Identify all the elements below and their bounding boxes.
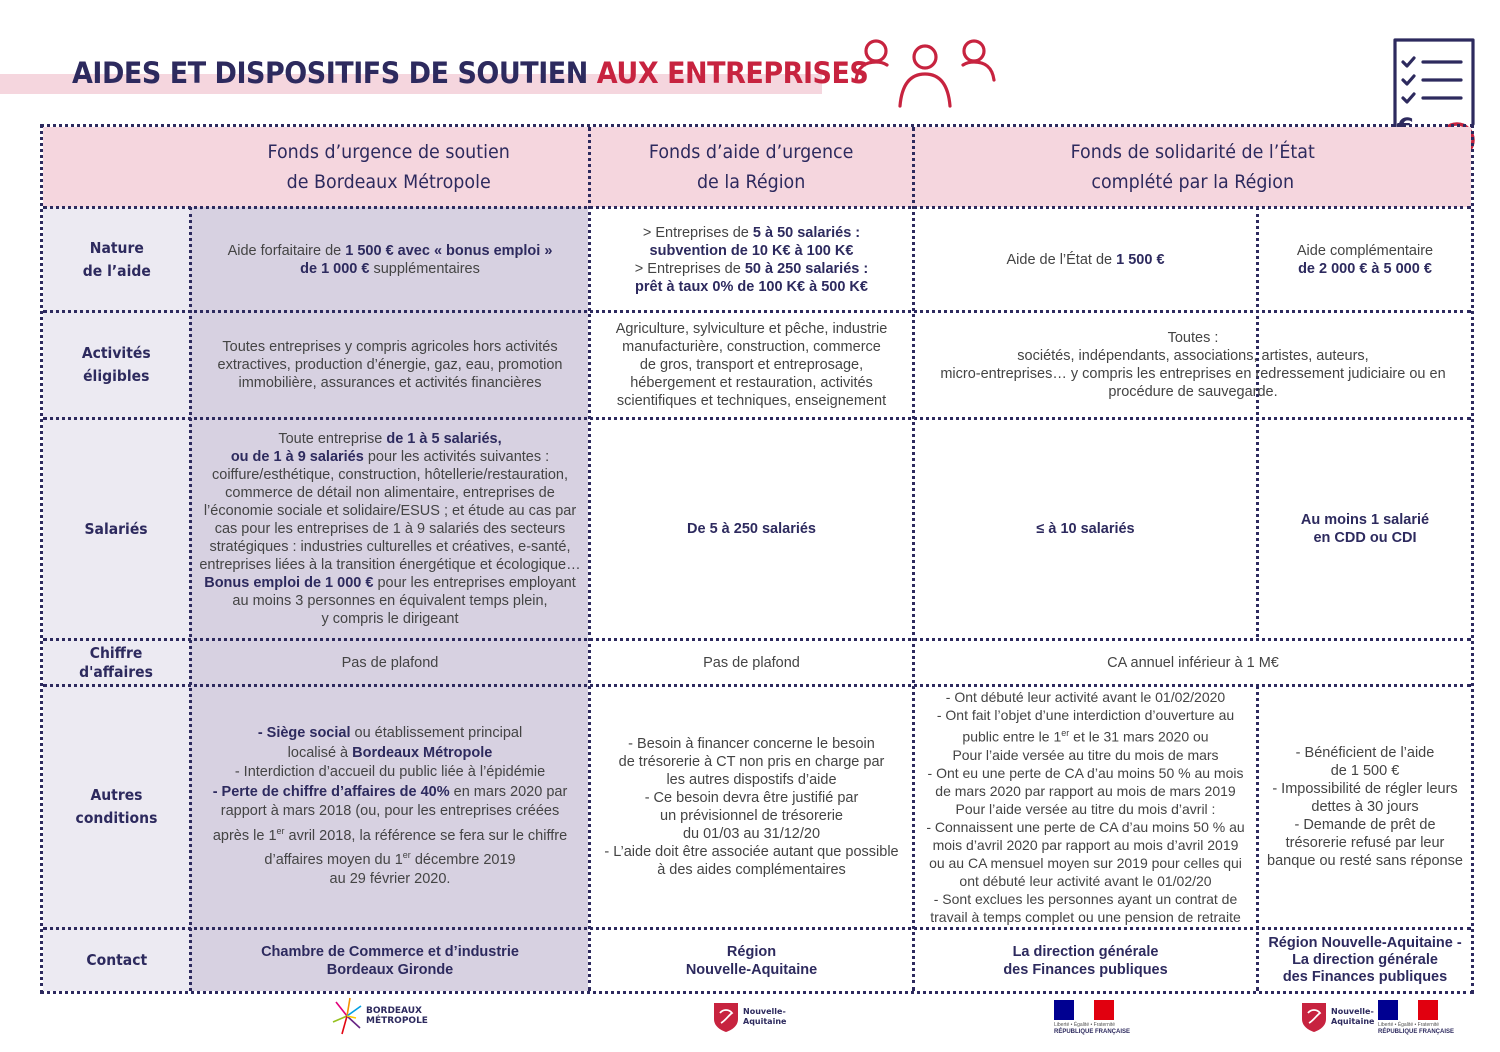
activites-metropole: Toutes entreprises y compris agricoles hors activités extractives, production d’énergie, gaz, eau, promotion immobilière, assurances et activités financières xyxy=(217,339,563,391)
activites-region: Agriculture, sylviculture et pêche, industrie manufacturière, construction, commerce de gros, transport et entreprosage, hébergement et restauration, activités scientifiques et techniques, enseignement xyxy=(615,321,888,409)
column-header-etat: Fonds de solidarité de l’État complété par la Région xyxy=(1070,141,1316,193)
bordeaux-metropole-star-icon xyxy=(330,996,364,1036)
logo-republique-francaise-2: Liberté • Égalité • Fraternité RÉPUBLIQUE FRANÇAISE xyxy=(1378,1000,1454,1036)
page-title-accent: AUX ENTREPRISES xyxy=(596,56,869,90)
autres-region: - Besoin à financer concerne le besoin de trésorerie à CT non pris en charge par les autres dispostifs d’aide - Ce besoin devra être justifié par un prévisionnel de trésorerie du 01/03 au 31/12/20 - L’aide doit être associée autant que possible à des aides complémentaires xyxy=(604,736,899,878)
autres-etat: - Ont débuté leur activité avant le 01/02/2020 - Ont fait l’objet d’une interdiction d’ouverture au public entre le 1er et le 31 mars 2020 ou Pour l’aide versée au titre du mois de mars - Ont eu une perte de CA d’au moins 50 % au mois de mars 2020 par rapport au mois de mars 2019 Pour l’aide versée au titre du mois d’avril : - Connaissent une perte de CA d’au moins 50 % au mois d’avril 2020 par rapport au mois d’avril 2019 ou au CA mensuel moyen sur 2019 pour celles qui ont débuté leur activité avant le 01/02/20 - Sont exclues les personnes ayant un contrat de travail à temps complet ou une pension de retraite xyxy=(926,689,1245,925)
marianne-flag-icon xyxy=(1378,1000,1438,1020)
column-header-metropole: Fonds d’urgence de soutien de Bordeaux Métropole xyxy=(267,141,511,193)
region-shield-icon xyxy=(712,1001,740,1033)
autres-complement: - Bénéficient de l’aide de 1 500 € - Impossibilité de régler leurs dettes à 30 jours - Demande de prêt de trésorerie refusé par leur banque ou resté sans réponse xyxy=(1267,745,1463,869)
row-label-contact: Contact xyxy=(86,951,147,969)
contact-complement: Région Nouvelle-Aquitaine - La direction générale des Finances publiques xyxy=(1268,935,1462,985)
page-title: AIDES ET DISPOSITIFS DE SOUTIEN AUX ENTREPRISES xyxy=(72,56,869,90)
logo-republique-francaise: Liberté • Égalité • Fraternité RÉPUBLIQUE FRANÇAISE xyxy=(1054,1000,1130,1036)
activites-etat: Toutes : sociétés, indépendants, associations, artistes, auteurs, micro-entreprises… y compris les entreprises en redressement judiciaire ou en procédure de sauvegarde. xyxy=(940,330,1446,400)
nature-complement: Aide complémentaire de 2 000 € à 5 000 € xyxy=(1296,242,1434,277)
row-label-activites: Activités éligibles xyxy=(82,344,151,385)
contact-etat: La direction générale des Finances publiques xyxy=(1003,943,1168,978)
logo-region-nouvelle-aquitaine: Nouvelle- Aquitaine xyxy=(712,1000,786,1034)
chiffre-region: Pas de plafond xyxy=(703,654,800,671)
salaries-metropole: Toute entreprise de 1 à 5 salariés, ou de 1 à 9 salariés pour les activités suivantes : coiffure/esthétique, construction, hôtellerie/restauration, commerce de détail non alimentaire, entreprises de l’économie sociale et solidaire/ESUS ; et étude au cas par cas pour les entreprises de 1 à 9 salariés des secteurs stratégiques : industries culturelles et créatives, e-santé, entreprises liées à la transition énergétique et écologique… Bonus emploi de 1 000 € pour les entreprises employant au moins 3 personnes en équivalent temps plein, y compris le dirigeant xyxy=(199,431,581,627)
nature-etat: Aide de l’État de 1 500 € xyxy=(1006,251,1165,268)
nature-region: > Entreprises de 5 à 50 salariés : subvention de 10 K€ à 100 K€ > Entreprises de 50 à 250 salariés : prêt à taux 0% de 100 K€ à 500 K€ xyxy=(634,224,869,295)
nature-metropole: Aide forfaitaire de 1 500 € avec « bonus emploi » de 1 000 € supplémentaires xyxy=(227,242,553,277)
people-group-icon xyxy=(850,38,1000,110)
row-label-salaries: Salariés xyxy=(84,519,149,538)
marianne-flag-icon xyxy=(1054,1000,1114,1020)
contact-metropole: Chambre de Commerce et d’industrie Bordeaux Gironde xyxy=(261,943,519,978)
contact-region: Région Nouvelle-Aquitaine xyxy=(685,943,818,978)
aids-table xyxy=(40,124,1474,994)
logo-region-nouvelle-aquitaine-2: Nouvelle- Aquitaine xyxy=(1300,1000,1374,1034)
chiffre-etat: CA annuel inférieur à 1 M€ xyxy=(1107,654,1279,671)
logo-bordeaux-metropole: BORDEAUX MÉTROPOLE xyxy=(330,996,428,1036)
salaries-complement: Au moins 1 salarié en CDD ou CDI xyxy=(1300,512,1430,546)
row-label-nature: Nature de l’aide xyxy=(82,238,151,280)
row-label-chiffre: Chiffre d'affaires xyxy=(79,643,154,681)
chiffre-metropole: Pas de plafond xyxy=(341,654,439,671)
salaries-region: De 5 à 250 salariés xyxy=(687,521,816,537)
region-shield-icon xyxy=(1300,1001,1328,1033)
salaries-etat: ≤ à 10 salariés xyxy=(1036,521,1135,537)
column-header-region: Fonds d’aide d’urgence de la Région xyxy=(649,141,854,193)
row-label-autres: Autres conditions xyxy=(75,786,158,827)
autres-metropole: - Siège social ou établissement principal localisé à Bordeaux Métropole - Interdiction d’accueil du public liée à l’épidémie - Perte de chiffre d’affaires de 40% en mars 2020 par rapport à mars 2018 (ou, pour les entreprises créées après le 1er avril 2018, la référence se fera sur le chiffre d’affaires moyen du 1er décembre 2019 au 29 février 2020. xyxy=(212,725,568,888)
